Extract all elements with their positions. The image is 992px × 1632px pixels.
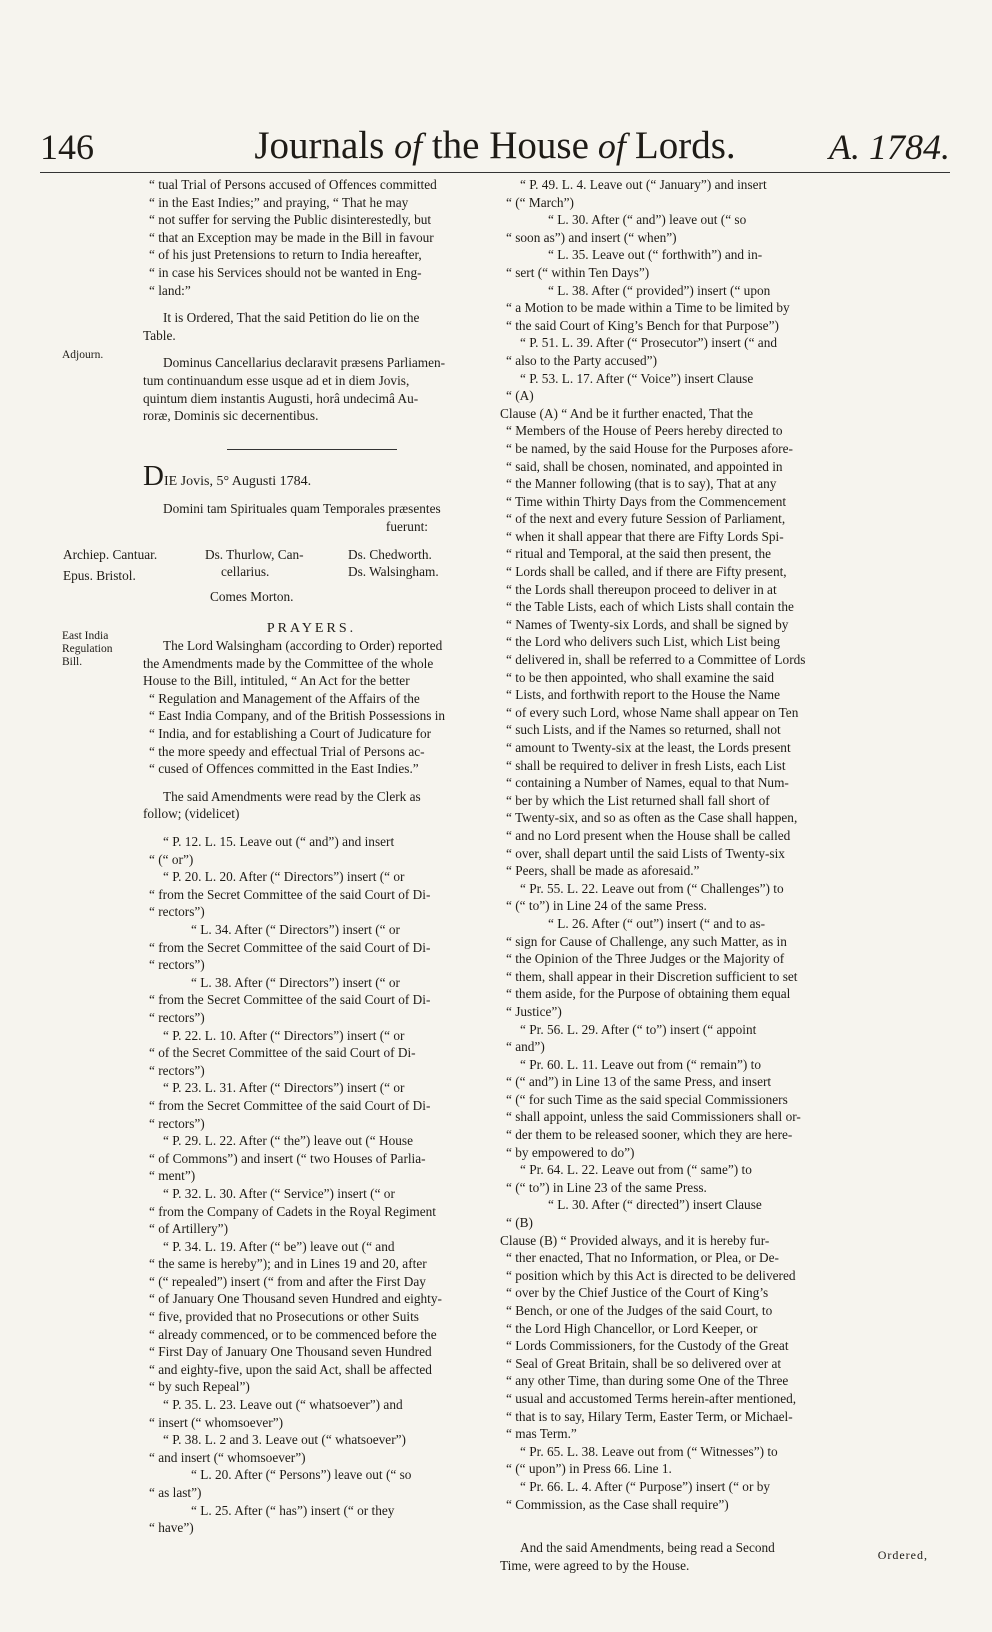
text-line: “ the Manner following (that is to say), That at any [506,476,777,492]
text-line: “ P. 22. L. 10. After (“ Directors”) insert (“ or [163,1027,405,1043]
text-line: “ Bench, or one of the Judges of the said Court, to [506,1303,773,1318]
text-line: “ rectors”) [149,957,205,973]
right-column [500,176,877,1574]
text-line: “ P. 29. L. 22. After (“ the”) leave out (“ House [163,1133,413,1149]
text-line: “ L. 34. After (“ Directors”) insert (“ or [191,922,400,937]
text-line: “ Pr. 65. L. 38. Leave out from (“ Witnesses”) to [520,1443,778,1459]
text-line: “ Pr. 55. L. 22. Leave out from (“ Challenges”) to [520,880,784,896]
section-divider [227,449,397,450]
text-line: “ said, shall be chosen, nominated, and appointed in [506,458,783,474]
attendee-archiep: Archiep. Cantuar. [63,546,158,562]
text-line: “ (“ for such Time as the said special Commissioners [506,1091,788,1107]
margin-note-adjourn: Adjourn. [62,349,104,361]
text-line: “ usual and accustomed Terms herein-after mentioned, [506,1390,797,1406]
text-line: “ insert (“ whomsoever”) [149,1414,284,1430]
text-line: “ the said Court of King’s Bench for that Purpose”) [506,317,779,333]
text-line: “ Lords shall be called, and if there are Fifty present, [506,564,787,580]
text-line: “ sert (“ within Ten Days”) [506,264,650,280]
text-line: “ L. 25. After (“ has”) insert (“ or they [191,1502,395,1518]
text-line: “ of January One Thousand seven Hundred and eighty- [149,1291,442,1307]
text-line: “ (A) [506,388,534,404]
text-line: “ L. 20. After (“ Persons”) leave out (“ so [191,1467,412,1483]
text-line: “ Seal of Great Britain, shall be so delivered over at [506,1355,782,1371]
text-line: “ from the Secret Committee of the said Court of Di- [149,939,431,955]
text-line: “ of the Secret Committee of the said Court of Di- [149,1045,416,1061]
text-line: “ shall appoint, unless the said Commissioners shall or- [506,1109,801,1125]
text-line: “ P. 35. L. 23. Leave out (“ whatsoever”) and [163,1397,403,1413]
text-line: “ any other Time, than during some One of the Three [506,1373,789,1389]
year: A. 1784. [829,127,950,167]
attendance-list: Archiep. Cantuar. Epus. Bristol. Ds. Thurlow, Can- cellarius. Ds. Chedworth. Ds. Walsingham. Comes Morton. [63,546,439,604]
text-line: “ the Table Lists, each of which Lists shall contain the [506,599,794,615]
text-line: “ P. 20. L. 20. After (“ Directors”) insert (“ or [163,869,405,885]
text-line: “ that is to say, Hilary Term, Easter Term, or Michael- [506,1408,793,1424]
text-line: “ the Opinion of the Three Judges or the Majority of [506,951,785,967]
text-line: “ P. 23. L. 31. After (“ Directors”) insert (“ or [163,1080,405,1096]
text-line: “ L. 38. After (“ Directors”) insert (“ or [191,974,400,990]
text-line: “ when it shall appear that there are Fifty Lords Spi- [506,528,784,544]
text-line: “ (“ to”) in Line 23 of the same Press. [506,1179,707,1195]
text-line: “ rectors”) [149,1062,205,1078]
text-line: “ soon as”) and insert (“ when”) [506,229,677,245]
page-header [40,118,950,173]
text-line: “ mas Term.” [506,1426,577,1442]
text-line: “ and”) [506,1039,545,1055]
margin-note-bill: East India Regulation Bill. [62,630,113,668]
attendee-comes: Comes Morton. [210,588,294,604]
catchword: Ordered, [877,1548,928,1562]
text-line: “ P. 49. L. 4. Leave out (“ January”) and insert [520,177,767,192]
attendee-thurlow: Ds. Thurlow, Can- [205,546,304,562]
text-line: “ P. 38. L. 2 and 3. Leave out (“ whatsoever”) [163,1432,406,1448]
order-lie-on-table: It is Ordered, That the said Petition do lie on the Table. [143,310,420,343]
text-line: “ Lords Commissioners, for the Custody of the Great [506,1338,789,1354]
text-line: “ amount to Twenty-six at the least, the Lords present [506,740,791,755]
attendee-walsingham: Ds. Walsingham. [348,563,439,579]
text-line: “ from the Secret Committee of the said Court of Di- [149,1097,431,1113]
text-line: “ from the Secret Committee of the said Court of Di- [149,886,431,902]
text-line: “ of the next and every future Session of Parliament, [506,511,786,527]
text-line: “ also to the Party accused”) [506,352,658,368]
text-line: “ P. 34. L. 19. After (“ be”) leave out (“ and [163,1238,395,1254]
text-line: “ of every such Lord, whose Name shall appear on Ten [506,704,799,720]
text-line: “ shall be required to deliver in fresh Lists, each List [506,757,786,773]
text-line: “ der them to be released sooner, which they are here- [506,1127,793,1143]
text-line: “ (“ upon”) in Press 66. Line 1. [506,1461,672,1477]
text-line: “ Members of the House of Peers hereby directed to [506,423,783,439]
attendee-chedworth: Ds. Chedworth. [348,546,432,562]
text-line: “ (“ repealed”) insert (“ from and after the First Day [149,1273,426,1289]
text-line: “ the Lords shall thereupon proceed to deliver in at [506,581,777,597]
text-line: “ ber by which the List returned shall fall short of [506,792,770,808]
petition-end: “ tual Trial of Persons accused of Offences committed “ in the East Indies;” and praying, “ That he may “ not suffer for serving the Public disinterestedly, but “ that an Exception may be made in the Bill in favour “ of his just Pretensions to return to India hereafter, “ in case his Services should not be wanted in Eng- “ land:” [149,177,437,298]
read-paragraph: The said Amendments were read by the Clerk as follow; (videlicet) [143,788,421,822]
page-number: 146 [40,127,94,167]
report-paragraph: The Lord Walsingham (according to Order) reported the Amendments made by the Committee of the whole House to the Bill, intituled, “ An Act for the better “ Regulation and Management of the Affairs of the “ East India Company, and of the British Possessions in “ India, and for establishing a Court of Judicature for “ the more speedy and effectual Trial of Persons ac- “ cused of Offences committed in the East Indies.” [143,638,446,777]
text-line: “ P. 32. L. 30. After (“ Service”) insert (“ or [163,1185,395,1201]
closing-paragraph: And the said Amendments, being read a Second Time, were agreed to by the House. [500,1540,775,1573]
text-line: “ L. 30. After (“ and”) leave out (“ so [548,212,747,228]
text-line: “ already commenced, or to be commenced before the [149,1326,437,1342]
text-line: Clause (A) “ And be it further enacted, That the [500,405,754,421]
text-line: “ ritual and Temporal, at the said then present, the [506,546,772,562]
text-line: “ Twenty-six, and so as often as the Case shall happen, [506,810,798,826]
text-line: “ the same is hereby”); and in Lines 19 and 20, after [149,1256,427,1272]
adjournment-paragraph: Dominus Cancellarius declaravit præsens Parliamen- tum continuandum esse usque ad et in diem Jovis, quintum diem instantis Augusti, horâ undecimâ Au- roræ, Dominis sic decernentibus. [143,355,446,424]
text-line: “ (“ or”) [149,851,194,867]
text-line: “ ther enacted, That no Information, or Plea, or De- [506,1250,779,1266]
text-line: “ Pr. 56. L. 29. After (“ to”) insert (“ appoint [520,1021,757,1037]
text-line: “ the Lord who delivers such List, which List being [506,634,781,650]
prayers-heading: PRAYERS. [266,620,357,636]
text-line: “ (“ and”) in Line 13 of the same Press, and insert [506,1074,772,1090]
text-line: “ a Motion to be made within a Time to be limited by [506,300,790,316]
text-line: “ as last”) [149,1485,202,1500]
text-line: “ P. 12. L. 15. Leave out (“ and”) and insert [163,834,395,850]
amendments-list-left [143,833,480,1537]
text-line: Clause (B) “ Provided always, and it is hereby fur- [500,1232,770,1248]
text-line: “ Pr. 60. L. 11. Leave out from (“ remain”) to [520,1056,761,1072]
text-line: “ First Day of January One Thousand seven Hundred [149,1344,432,1360]
text-line: “ the Lord High Chancellor, or Lord Keeper, or [506,1320,758,1336]
text-line: “ (“ March”) [506,194,574,210]
text-line: “ L. 38. After (“ provided”) insert (“ upon [548,282,771,298]
text-line: “ them aside, for the Purpose of obtaining them equal [506,986,791,1002]
text-line: “ such Lists, and if the Names so returned, shall not [506,722,781,738]
text-line: “ Lists, and forthwith report to the House the Name [506,687,780,703]
text-line: “ Justice”) [506,1003,562,1019]
text-line: “ of Artillery”) [149,1221,229,1237]
text-line: “ P. 53. L. 17. After (“ Voice”) insert Clause [520,370,754,386]
text-line: “ Time within Thirty Days from the Commencement [506,493,787,509]
text-line: “ rectors”) [149,1115,205,1131]
text-line: “ rectors”) [149,904,205,920]
text-line: “ to be then appointed, who shall examine the said [506,669,775,685]
text-line: “ rectors”) [149,1009,205,1025]
text-line: “ (B) [506,1215,533,1231]
text-line: “ have”) [149,1520,194,1536]
text-line: “ over by the Chief Justice of the Court of King’s [506,1285,769,1301]
text-line: “ from the Company of Cadets in the Royal Regiment [149,1203,436,1219]
text-line: “ and eighty-five, upon the said Act, shall be affected [149,1361,432,1377]
text-line: “ over, shall depart until the said Lists of Twenty-six [506,845,785,861]
text-line: “ by empowered to do”) [506,1144,635,1160]
text-line: “ by such Repeal”) [149,1379,250,1395]
attendee-epus: Epus. Bristol. [63,567,136,583]
text-line: “ Names of Twenty-six Lords, and shall be signed by [506,616,789,632]
text-line: “ and insert (“ whomsoever”) [149,1449,306,1465]
text-line: “ be named, by the said House for the Purposes afore- [506,440,793,456]
text-line: “ L. 30. After (“ directed”) insert Clause [548,1197,762,1213]
text-line: “ sign for Cause of Challenge, any such Matter, as in [506,933,787,949]
text-line: “ of Commons”) and insert (“ two Houses of Parlia- [149,1150,426,1166]
amendments-list-right [500,176,877,1513]
text-line: “ Pr. 64. L. 22. Leave out from (“ same”) to [520,1162,752,1178]
present-heading: Domini tam Spirituales quam Temporales præsentes fuerunt: [163,501,441,534]
text-line: “ Pr. 66. L. 4. After (“ Purpose”) insert (“ or by [520,1478,770,1494]
text-line: “ position which by this Act is directed to be delivered [506,1267,796,1283]
text-line: “ containing a Number of Names, equal to that Num- [506,775,789,791]
journal-title: Journals of the House of Lords. [254,124,736,167]
text-line: “ them, shall appear in their Discretion sufficient to set [506,968,798,984]
text-line: “ L. 35. Leave out (“ forthwith”) and in- [548,247,763,263]
text-line: “ (“ to”) in Line 24 of the same Press. [506,898,707,914]
text-line: “ ment”) [149,1168,196,1184]
text-line: “ from the Secret Committee of the said Court of Di- [149,992,431,1008]
text-line: “ and no Lord present when the House shall be called [506,827,791,843]
date-heading: DIE Jovis, 5° Augusti 1784. [143,459,312,492]
text-line: “ delivered in, shall be referred to a Committee of Lords [506,652,806,668]
text-line: “ P. 51. L. 39. After (“ Prosecutor”) insert (“ and [520,335,777,351]
text-line: “ five, provided that no Prosecutions or other Suits [149,1309,419,1325]
text-line: “ Peers, shall be made as aforesaid.” [506,863,700,879]
text-line: “ Commission, as the Case shall require”) [506,1496,729,1512]
text-line: “ L. 26. After (“ out”) insert (“ and to as- [548,915,766,931]
